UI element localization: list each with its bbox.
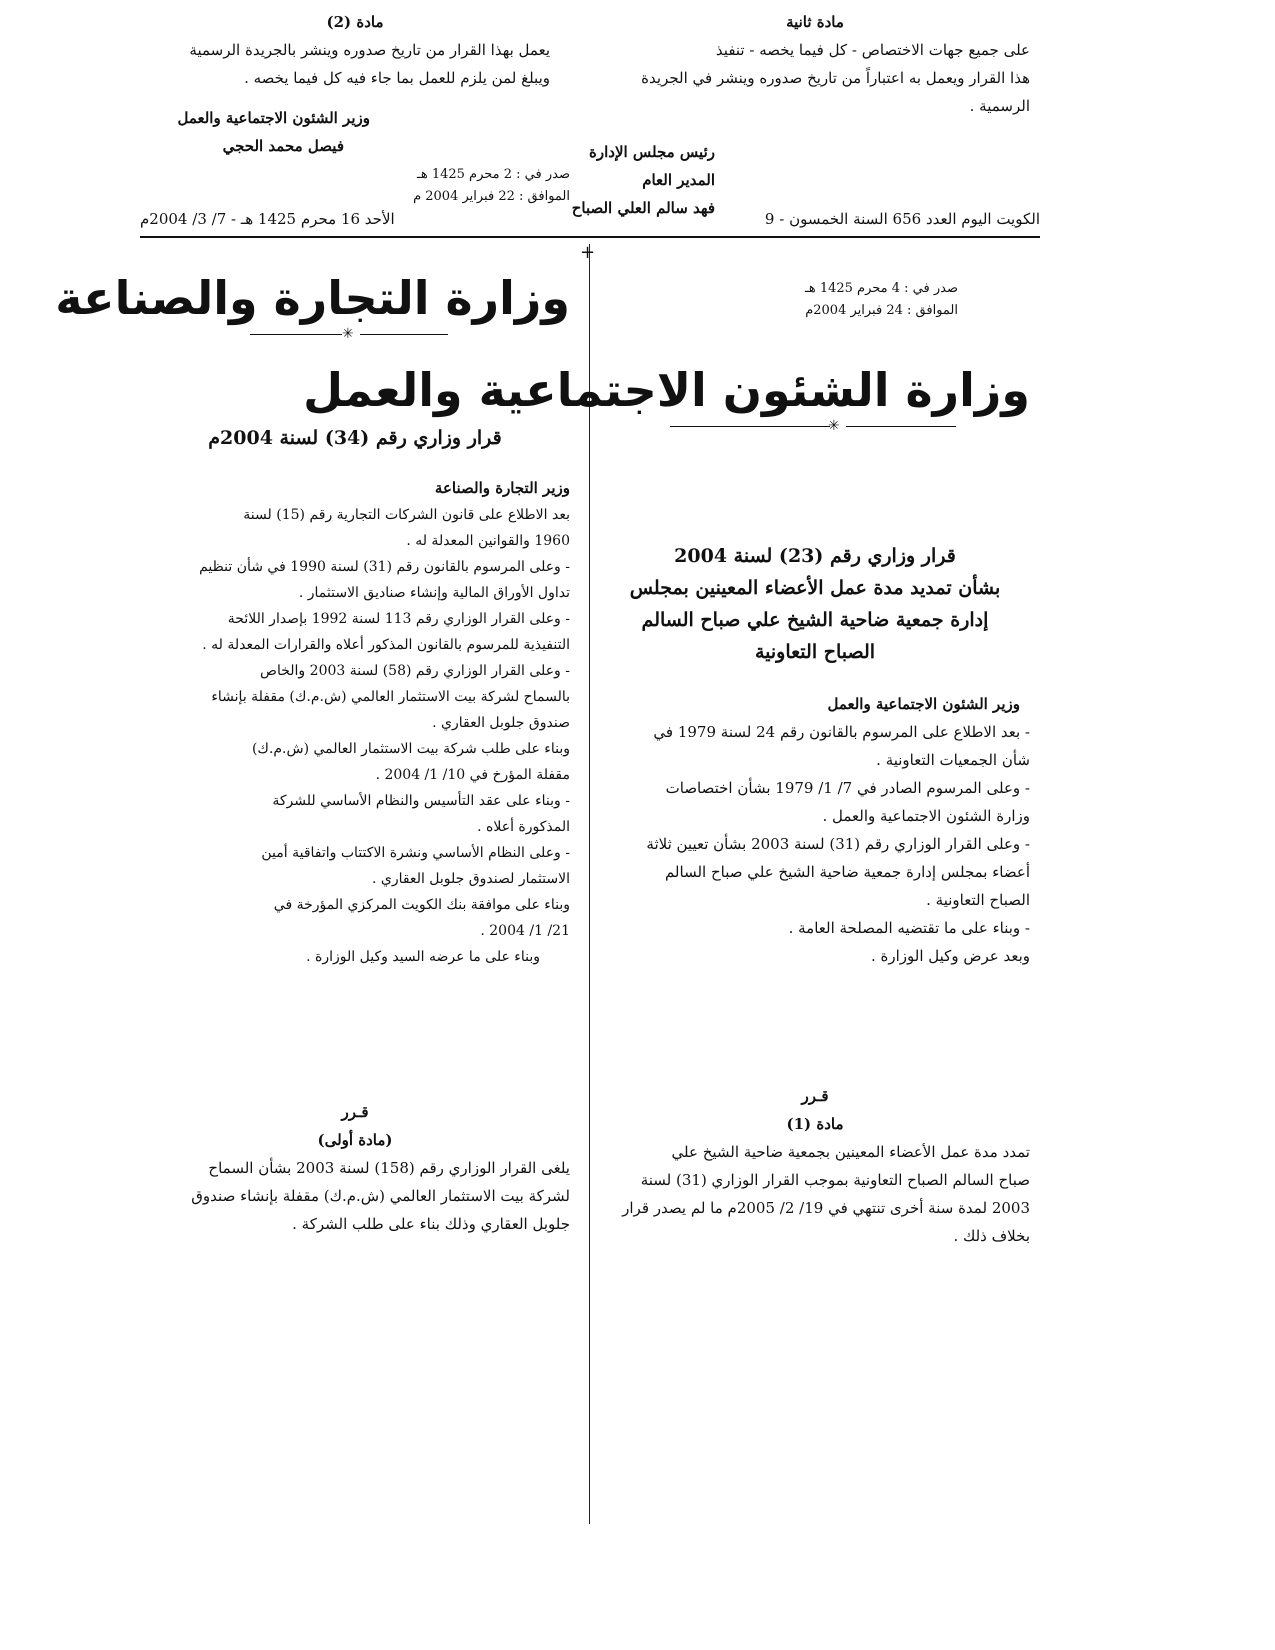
rule-line (250, 334, 342, 335)
header-rule (140, 236, 1040, 238)
text-line: بعد الاطلاع على قانون الشركات التجارية رقم (15) لسنة (243, 507, 570, 523)
right-signature-block (545, 138, 715, 222)
right-decide-heading: قـرر (801, 1087, 829, 1105)
signature-title: وزير الشئون الاجتماعية والعمل (177, 109, 370, 127)
ministry-banner-commerce: وزارة التجارة والصناعة (55, 271, 570, 325)
text-line: بخلاف ذلك . (953, 1227, 1030, 1245)
text-line: وبعد عرض وكيل الوزارة . (870, 947, 1030, 965)
text-line: يلغى القرار الوزاري رقم (158) لسنة 2003 بشأن السماح (208, 1159, 570, 1177)
text-line: وبناء على ما عرضه السيد وكيل الوزارة . (306, 949, 540, 965)
header-date: الأحد 16 محرم 1425 هـ - 7/ 3/ 2004م (140, 210, 395, 228)
column-divider (589, 244, 590, 1524)
issued-gregorian: الموافق : 22 فبراير 2004 م (413, 189, 570, 204)
left-minister-heading: وزير التجارة والصناعة (434, 479, 570, 497)
issued-hijri: صدر في : 2 محرم 1425 هـ (417, 167, 570, 182)
rule-line (670, 426, 830, 427)
right-minister-heading: وزير الشئون الاجتماعية والعمل (827, 695, 1020, 713)
text-line: هذا القرار ويعمل به اعتباراً من تاريخ صدوره وينشر في الجريدة (641, 69, 1030, 87)
text-line: التنفيذية للمرسوم بالقانون المذكور أعلاه والقرارات المعدلة له . (202, 637, 570, 653)
left-decision-title: قرار وزاري رقم (34) لسنة 2004م (208, 427, 502, 449)
right-preamble (600, 718, 1030, 970)
text-line: - وعلى النظام الأساسي ونشرة الاكتتاب واتفاقية أمين (261, 845, 570, 861)
decision-title-line: بشأن تمديد مدة عمل الأعضاء المعينين بمجلس (629, 577, 1001, 599)
text-line: الاستثمار لصندوق جلوبل العقاري . (371, 871, 570, 887)
text-line: مقفلة المؤرخ في 10/ 1/ 2004 . (375, 767, 570, 783)
rule-star: ✳ (342, 326, 354, 342)
right-article2-text (600, 36, 1030, 120)
text-line: يعمل بهذا القرار من تاريخ صدوره وينشر بالجريدة الرسمية (189, 41, 550, 59)
text-line: تمدد مدة عمل الأعضاء المعينين بجمعية ضاحية الشيخ علي (671, 1143, 1030, 1161)
right-decision-title (600, 540, 1030, 668)
decision-title-line: إدارة جمعية ضاحية الشيخ علي صباح السالم (641, 609, 989, 631)
text-line: - وعلى القرار الوزاري رقم 113 لسنة 1992 بإصدار اللائحة (227, 611, 570, 627)
text-line: تداول الأوراق المالية وإنشاء صناديق الاستثمار . (298, 585, 570, 601)
right-article1-title: مادة (1) (786, 1115, 844, 1133)
text-line: بالسماح لشركة بيت الاستثمار العالمي (ش.م.ك) مقفلة بإنشاء (211, 689, 570, 705)
text-line: أعضاء بمجلس إدارة جمعية ضاحية الشيخ علي صباح السالم (664, 863, 1030, 881)
banner-rule (140, 326, 570, 344)
text-line: 21/ 1/ 2004 . (480, 923, 570, 939)
left-article2-text (140, 36, 570, 92)
text-line: وبناء على طلب شركة بيت الاستثمار العالمي (ش.م.ك) (251, 741, 570, 757)
rule-star: ✳ (828, 418, 840, 434)
right-issue-date (758, 278, 958, 322)
signature-title: رئيس مجلس الإدارة (589, 143, 715, 161)
decision-title-line: الصباح التعاونية (754, 641, 876, 663)
text-line: - بعد الاطلاع على المرسوم بالقانون رقم 24 لسنة 1979 في (653, 723, 1030, 741)
text-line: وزارة الشئون الاجتماعية والعمل . (822, 807, 1030, 825)
left-article1-text (140, 1154, 570, 1238)
issued-gregorian: الموافق : 24 فبراير 2004م (805, 303, 958, 318)
text-line: الرسمية . (969, 97, 1030, 115)
text-line: صندوق جلوبل العقاري . (432, 715, 570, 731)
text-line: - وعلى القرار الوزاري رقم (31) لسنة 2003 بشأن تعيين ثلاثة (646, 835, 1030, 853)
decision-title-line: قرار وزاري رقم (23) لسنة 2004 (674, 545, 956, 567)
text-line: لشركة بيت الاستثمار العالمي (ش.م.ك) مقفلة بإنشاء صندوق (191, 1187, 570, 1205)
rule-line (360, 334, 448, 335)
text-line: صباح السالم الصباح التعاونية بموجب القرار الوزاري (31) لسنة (640, 1171, 1030, 1189)
ministry-banner-social-affairs: وزارة الشئون الاجتماعية والعمل (303, 363, 1030, 417)
text-line: 2003 لمدة سنة أخرى تنتهي في 19/ 2/ 2005م ما لم يصدر قرار (622, 1199, 1030, 1217)
text-line: ويبلغ لمن يلزم للعمل بما جاء فيه كل فيما يخصه . (244, 69, 550, 87)
issued-hijri: صدر في : 4 محرم 1425 هـ (805, 281, 958, 296)
left-preamble (140, 502, 570, 970)
signature-name: فيصل محمد الحجي (222, 137, 344, 155)
right-article2-title: مادة ثانية (786, 13, 844, 31)
left-decide-heading: قـرر (341, 1103, 369, 1121)
rule-line (846, 426, 956, 427)
text-line: جلوبل العقاري وذلك بناء على طلب الشركة . (292, 1215, 570, 1233)
text-line: - وبناء على عقد التأسيس والنظام الأساسي للشركة (272, 793, 570, 809)
left-signature-block (130, 104, 370, 160)
text-line: - وبناء على ما تقتضيه المصلحة العامة . (788, 919, 1030, 937)
banner-rule (600, 418, 1030, 436)
text-line: المذكورة أعلاه . (477, 819, 570, 835)
text-line: وبناء على موافقة بنك الكويت المركزي المؤرخة في (273, 897, 570, 913)
left-article2-title: مادة (2) (326, 13, 384, 31)
signature-title: المدير العام (642, 171, 715, 189)
divider-cross-mark: + (580, 242, 596, 263)
left-article1-title: (مادة أولى) (317, 1131, 393, 1149)
text-line: - وعلى المرسوم الصادر في 7/ 1/ 1979 بشأن اختصاصات (665, 779, 1030, 797)
text-line: 1960 والقوانين المعدلة له . (406, 533, 570, 549)
left-issue-date (370, 164, 570, 208)
right-article1-text (600, 1138, 1030, 1250)
signature-name: فهد سالم العلي الصباح (571, 199, 715, 217)
text-line: شأن الجمعيات التعاونية . (876, 751, 1030, 769)
text-line: - وعلى المرسوم بالقانون رقم (31) لسنة 1990 في شأن تنظيم (199, 559, 570, 575)
text-line: - وعلى القرار الوزاري رقم (58) لسنة 2003 والخاص (260, 663, 570, 679)
text-line: على جميع جهات الاختصاص - كل فيما يخصه - تنفيذ (715, 41, 1030, 59)
text-line: الصباح التعاونية . (926, 891, 1030, 909)
header-issue-info: الكويت اليوم العدد 656 السنة الخمسون - 9 (764, 210, 1040, 228)
